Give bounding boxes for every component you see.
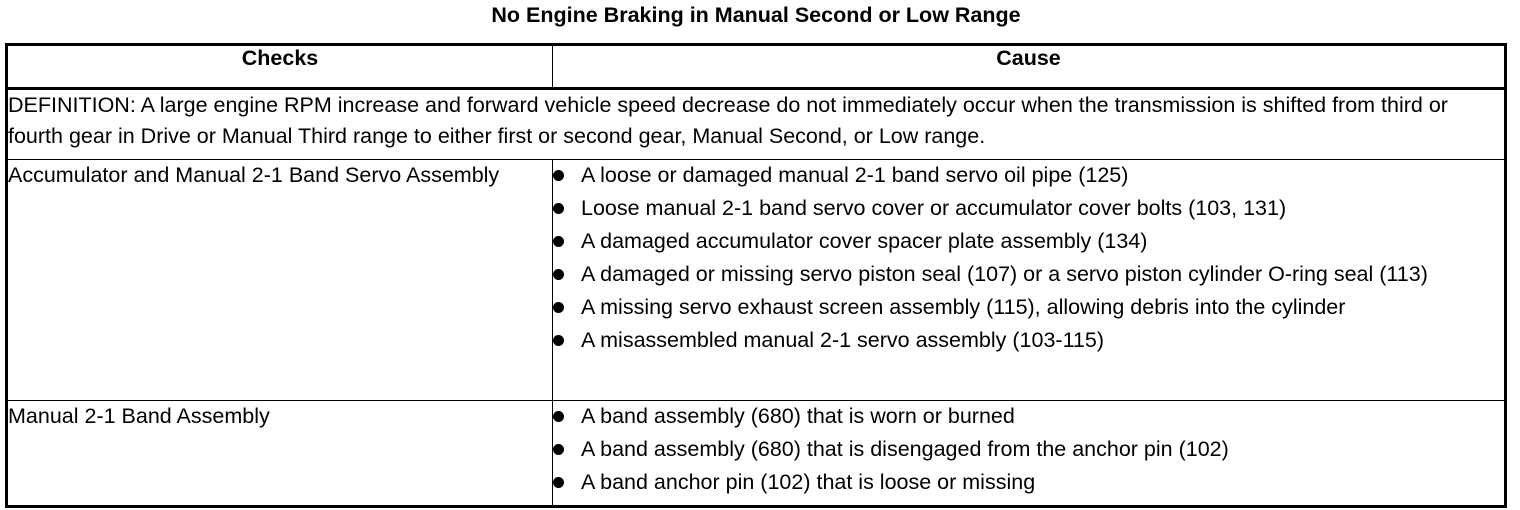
list-item <box>553 160 1504 191</box>
cause-text: A misassembled manual 2-1 servo assembly (103-115) <box>581 328 1105 352</box>
bullet-icon <box>553 335 564 346</box>
cause-text: A band assembly (680) that is disengaged from the anchor pin (102) <box>581 437 1229 461</box>
cause-text: A band assembly (680) that is worn or burned <box>581 404 1015 428</box>
cause-text: A missing servo exhaust screen assembly (115), allowing debris into the cylinder <box>581 295 1346 319</box>
cause-text: A band anchor pin (102) that is loose or missing <box>581 470 1036 494</box>
bullet-icon <box>553 203 564 214</box>
cause-list <box>553 160 1504 356</box>
bullet-icon <box>553 269 564 280</box>
list-item <box>553 292 1504 323</box>
header-row <box>7 45 1506 89</box>
list-item <box>553 193 1504 224</box>
cause-column-header: Cause <box>553 45 1506 89</box>
cause-text: A loose or damaged manual 2-1 band servo oil pipe (125) <box>581 163 1129 187</box>
list-item <box>553 325 1504 356</box>
cause-text: A damaged or missing servo piston seal (107) or a servo piston cylinder O-ring seal (113) <box>581 262 1428 286</box>
bullet-icon <box>553 444 564 455</box>
table-row <box>7 401 1506 507</box>
check-cell: Manual 2-1 Band Assembly <box>7 401 553 507</box>
bullet-icon <box>553 477 564 488</box>
table-row <box>7 160 1506 401</box>
bullet-icon <box>553 302 564 313</box>
diagnosis-table <box>5 43 1507 508</box>
cause-cell <box>553 160 1506 401</box>
bullet-icon <box>553 236 564 247</box>
list-item <box>553 401 1504 432</box>
list-item <box>553 467 1504 498</box>
page-title: No Engine Braking in Manual Second or Low Range <box>491 3 1021 27</box>
cause-text: Loose manual 2-1 band servo cover or accumulator cover bolts (103, 131) <box>581 196 1287 220</box>
list-item <box>553 259 1504 290</box>
definition-text: DEFINITION: A large engine RPM increase and forward vehicle speed decrease do not immediately occur when the transmission is shifted from third or fourth gear in Drive or Manual Third range to either first or second gear, Manual Second, or Low range. <box>7 89 1506 160</box>
cause-text: A damaged accumulator cover spacer plate assembly (134) <box>581 229 1148 253</box>
list-item <box>553 226 1504 257</box>
check-cell: Accumulator and Manual 2-1 Band Servo Assembly <box>7 160 553 401</box>
cause-cell <box>553 401 1506 507</box>
bullet-icon <box>553 411 564 422</box>
bullet-icon <box>553 170 564 181</box>
definition-row <box>7 89 1506 160</box>
cause-list <box>553 401 1504 498</box>
list-item <box>553 434 1504 465</box>
checks-column-header: Checks <box>7 45 553 89</box>
